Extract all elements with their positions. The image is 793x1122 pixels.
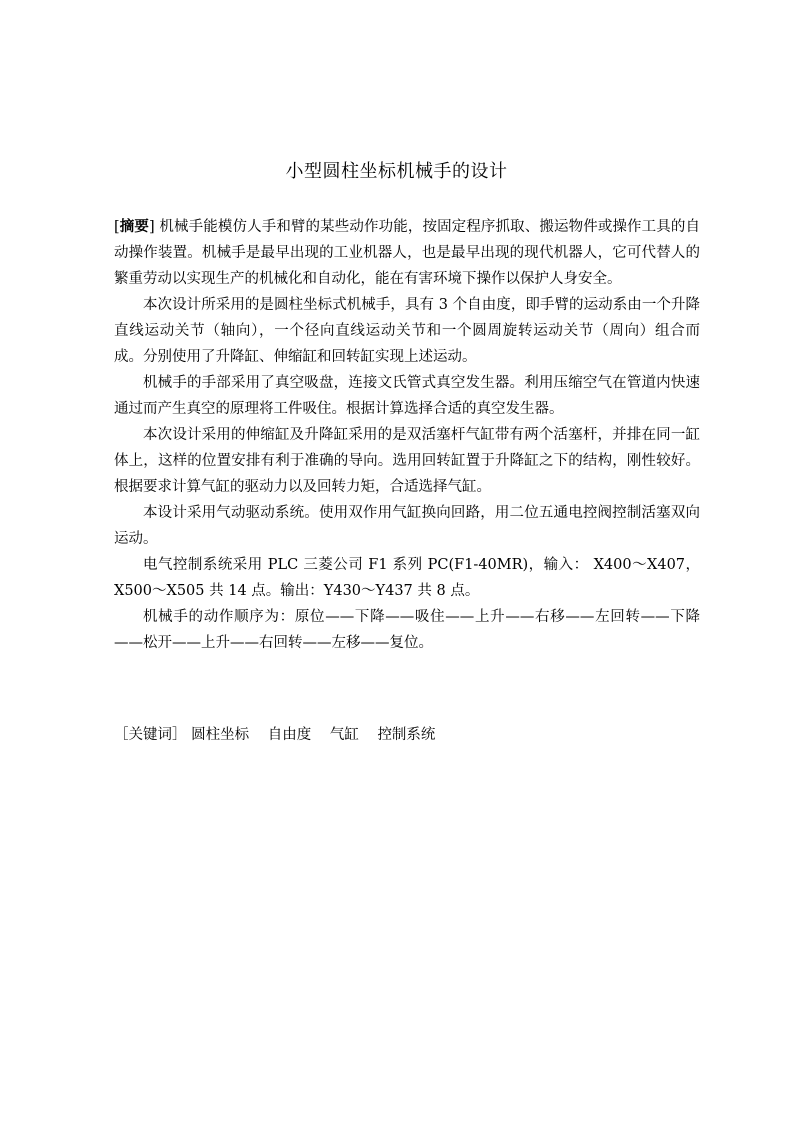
abstract-paragraph: 本次设计采用的伸缩缸及升降缸采用的是双活塞杆气缸带有两个活塞杆，并排在同一缸体上，这样的位置安排有利于准确的导向。选用回转缸置于升降缸之下的结构，刚性较好。根据要求计算气缸的驱动力以及回转力矩，合适选择气缸。 [114, 427, 700, 495]
keyword-item: 控制系统 [377, 727, 436, 743]
abstract-paragraph: 电气控制系统采用 PLC 三菱公司 F1 系列 PC(F1-40MR)，输入： X400～X407，X500～X505 共 14 点。输出：Y430～Y437 共 8 点。 [114, 557, 700, 599]
abstract-paragraph-intro [114, 214, 700, 292]
keywords-section [114, 722, 700, 748]
document-title: 小型圆柱坐标机械手的设计 [285, 161, 508, 182]
abstract-label: 摘要 [119, 219, 150, 235]
abstract-label-close: ] [149, 219, 155, 235]
abstract-paragraph: 本设计采用气动驱动系统。使用双作用气缸换向回路，用二位五通电控阀控制活塞双向运动。 [114, 505, 700, 547]
abstract-intro-text: 机械手能模仿人手和臂的某些动作功能，按固定程序抓取、搬运物件或操作工具的自动操作装置。机械手是最早出现的工业机器人，也是最早出现的现代机器人，它可代替人的繁重劳动以实现生产的机械化和自动化，能在有害环境下操作以保护人身安全。 [114, 219, 700, 287]
keyword-item: 圆柱坐标 [191, 727, 250, 743]
keywords-label: ［关键词］ [114, 727, 187, 743]
keyword-item: 气缸 [329, 727, 359, 743]
abstract-paragraph: 本次设计所采用的是圆柱坐标式机械手，具有 3 个自由度，即手臂的运动系由一个升降直线运动关节（轴向），一个径向直线运动关节和一个圆周旋转运动关节（周向）组合而成。分别使用了升降缸、伸缩缸和回转缸实现上述运动。 [114, 297, 700, 365]
abstract-paragraph: 机械手的手部采用了真空吸盘，连接文氏管式真空发生器。利用压缩空气在管道内快速通过而产生真空的原理将工件吸住。根据计算选择合适的真空发生器。 [114, 375, 700, 417]
abstract-paragraph: 机械手的动作顺序为：原位——下降——吸住——上升——右移——左回转——下降——松开——上升——右回转——左移——复位。 [114, 609, 700, 651]
abstract-label-open: [ [114, 219, 120, 235]
abstract-section [114, 214, 700, 656]
keyword-item: 自由度 [267, 727, 312, 743]
